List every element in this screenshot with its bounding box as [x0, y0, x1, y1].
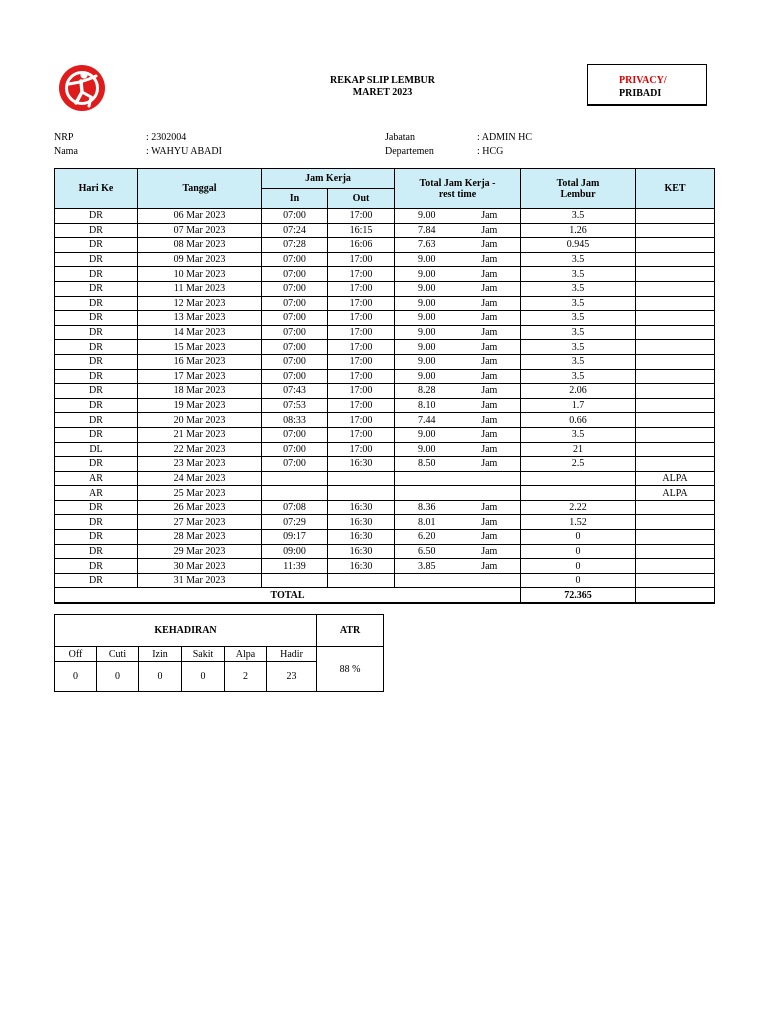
lembur-cell: 3.5 — [521, 369, 636, 384]
hari-ke-cell: AR — [55, 471, 138, 486]
table-row — [55, 530, 715, 545]
tanggal-cell: 31 Mar 2023 — [138, 573, 262, 588]
out-cell: 16:30 — [328, 559, 395, 574]
out-cell: 17:00 — [328, 311, 395, 326]
jabatan-value: : ADMIN HC — [477, 132, 533, 143]
total-jam-cell: 6.50 — [395, 544, 459, 559]
tanggal-cell: 20 Mar 2023 — [138, 413, 262, 428]
total-jam-cell: 7.63 — [395, 238, 459, 253]
ket-cell — [636, 325, 715, 340]
hari-ke-cell: DR — [55, 267, 138, 282]
nrp-label: NRP — [54, 132, 74, 143]
lembur-cell: 1.52 — [521, 515, 636, 530]
hari-ke-cell: DR — [55, 427, 138, 442]
kh-col-izin: Izin — [139, 647, 182, 662]
nama-value: : WAHYU ABADI — [146, 146, 222, 157]
privacy-box — [587, 64, 707, 106]
kh-val-sakit: 0 — [182, 662, 225, 692]
kh-val-off: 0 — [55, 662, 97, 692]
out-cell: 16:30 — [328, 500, 395, 515]
ket-cell — [636, 500, 715, 515]
table-row — [55, 427, 715, 442]
in-cell: 07:00 — [262, 311, 328, 326]
unit-cell: Jam — [459, 515, 521, 530]
table-row — [55, 325, 715, 340]
in-cell: 07:00 — [262, 267, 328, 282]
out-cell — [328, 471, 395, 486]
lembur-cell: 0 — [521, 544, 636, 559]
table-row — [55, 398, 715, 413]
tanggal-cell: 21 Mar 2023 — [138, 427, 262, 442]
title-line-1: REKAP SLIP LEMBUR — [329, 75, 436, 86]
in-cell: 07:28 — [262, 238, 328, 253]
unit-cell: Jam — [459, 223, 521, 238]
in-cell — [262, 573, 328, 588]
total-jam-cell: 8.36 — [395, 500, 459, 515]
out-cell: 17:00 — [328, 252, 395, 267]
table-row — [55, 369, 715, 384]
hari-ke-cell: DR — [55, 325, 138, 340]
ket-cell — [636, 296, 715, 311]
tanggal-cell: 06 Mar 2023 — [138, 209, 262, 224]
tanggal-cell: 25 Mar 2023 — [138, 486, 262, 501]
out-cell: 17:00 — [328, 325, 395, 340]
hari-ke-cell: DR — [55, 340, 138, 355]
kh-val-izin: 0 — [139, 662, 182, 692]
total-jam-cell: 7.84 — [395, 223, 459, 238]
total-jam-cell: 6.20 — [395, 530, 459, 545]
unit-cell: Jam — [459, 384, 521, 399]
out-cell: 17:00 — [328, 209, 395, 224]
in-cell: 07:00 — [262, 457, 328, 472]
company-logo — [58, 64, 106, 112]
lembur-cell: 0.945 — [521, 238, 636, 253]
table-row — [55, 573, 715, 588]
total-jam-cell: 9.00 — [395, 267, 459, 282]
total-jam-cell: 9.00 — [395, 442, 459, 457]
total-jam-cell — [395, 486, 459, 501]
in-cell: 09:17 — [262, 530, 328, 545]
header-out: Out — [328, 189, 395, 209]
in-cell: 08:33 — [262, 413, 328, 428]
lembur-cell: 3.5 — [521, 354, 636, 369]
hari-ke-cell: DL — [55, 442, 138, 457]
unit-cell: Jam — [459, 281, 521, 296]
total-jam-cell — [395, 471, 459, 486]
lembur-cell: 3.5 — [521, 340, 636, 355]
header-in: In — [262, 189, 328, 209]
lembur-cell: 0 — [521, 559, 636, 574]
table-row — [55, 340, 715, 355]
hari-ke-cell: DR — [55, 559, 138, 574]
unit-cell: Jam — [459, 354, 521, 369]
header-total-jam-kerja: Total Jam Kerja - rest time — [395, 169, 521, 209]
in-cell — [262, 471, 328, 486]
out-cell: 16:30 — [328, 457, 395, 472]
ket-cell — [636, 209, 715, 224]
header-jam-kerja: Jam Kerja — [262, 169, 395, 189]
nama-label: Nama — [54, 146, 78, 157]
hari-ke-cell: DR — [55, 413, 138, 428]
kh-col-off: Off — [55, 647, 97, 662]
in-cell: 07:29 — [262, 515, 328, 530]
total-jam-cell: 8.28 — [395, 384, 459, 399]
table-row — [55, 281, 715, 296]
nrp-value: : 2302004 — [146, 132, 187, 143]
ket-cell — [636, 559, 715, 574]
out-cell: 17:00 — [328, 267, 395, 282]
in-cell: 07:00 — [262, 325, 328, 340]
total-value: 72.365 — [521, 588, 636, 604]
table-row — [55, 311, 715, 326]
ket-cell — [636, 311, 715, 326]
unit-cell: Jam — [459, 238, 521, 253]
tanggal-cell: 09 Mar 2023 — [138, 252, 262, 267]
tanggal-cell: 23 Mar 2023 — [138, 457, 262, 472]
unit-cell: Jam — [459, 325, 521, 340]
total-jam-cell: 9.00 — [395, 427, 459, 442]
hari-ke-cell: DR — [55, 398, 138, 413]
lembur-cell: 21 — [521, 442, 636, 457]
out-cell: 16:15 — [328, 223, 395, 238]
in-cell: 07:00 — [262, 209, 328, 224]
hari-ke-cell: DR — [55, 223, 138, 238]
lembur-cell: 3.5 — [521, 296, 636, 311]
header-ket: KET — [636, 169, 715, 209]
out-cell: 17:00 — [328, 296, 395, 311]
table-row — [55, 413, 715, 428]
ket-cell — [636, 544, 715, 559]
in-cell: 07:00 — [262, 427, 328, 442]
kh-col-hadir: Hadir — [267, 647, 317, 662]
lembur-cell: 0 — [521, 530, 636, 545]
unit-cell: Jam — [459, 398, 521, 413]
unit-cell: Jam — [459, 544, 521, 559]
lembur-cell: 3.5 — [521, 267, 636, 282]
lembur-cell: 1.26 — [521, 223, 636, 238]
hari-ke-cell: DR — [55, 515, 138, 530]
ket-cell — [636, 427, 715, 442]
kh-col-sakit: Sakit — [182, 647, 225, 662]
document-title — [280, 75, 485, 99]
lembur-cell: 2.06 — [521, 384, 636, 399]
tanggal-cell: 30 Mar 2023 — [138, 559, 262, 574]
hari-ke-cell: DR — [55, 573, 138, 588]
ket-cell — [636, 457, 715, 472]
unit-cell: Jam — [459, 442, 521, 457]
in-cell: 07:43 — [262, 384, 328, 399]
unit-cell: Jam — [459, 252, 521, 267]
tanggal-cell: 28 Mar 2023 — [138, 530, 262, 545]
out-cell: 17:00 — [328, 442, 395, 457]
out-cell: 17:00 — [328, 281, 395, 296]
unit-cell: Jam — [459, 413, 521, 428]
unit-cell: Jam — [459, 457, 521, 472]
lembur-cell: 0 — [521, 573, 636, 588]
out-cell — [328, 486, 395, 501]
kh-col-alpa: Alpa — [225, 647, 267, 662]
table-row — [55, 267, 715, 282]
lembur-cell — [521, 471, 636, 486]
lembur-cell: 2.5 — [521, 457, 636, 472]
hari-ke-cell: DR — [55, 281, 138, 296]
in-cell: 07:00 — [262, 354, 328, 369]
out-cell: 17:00 — [328, 413, 395, 428]
lembur-cell: 1.7 — [521, 398, 636, 413]
hari-ke-cell: DR — [55, 311, 138, 326]
out-cell: 17:00 — [328, 354, 395, 369]
ket-cell — [636, 515, 715, 530]
unit-cell: Jam — [459, 530, 521, 545]
total-ket — [636, 588, 715, 604]
title-line-2: MARET 2023 — [352, 87, 413, 98]
total-jam-cell: 9.00 — [395, 369, 459, 384]
pribadi-label: PRIBADI — [619, 88, 662, 99]
lembur-cell — [521, 486, 636, 501]
unit-cell: Jam — [459, 427, 521, 442]
total-jam-cell: 9.00 — [395, 281, 459, 296]
out-cell: 16:30 — [328, 544, 395, 559]
table-row — [55, 500, 715, 515]
table-row — [55, 296, 715, 311]
out-cell — [328, 573, 395, 588]
kh-col-cuti: Cuti — [97, 647, 139, 662]
table-row — [55, 559, 715, 574]
tanggal-cell: 27 Mar 2023 — [138, 515, 262, 530]
tanggal-cell: 17 Mar 2023 — [138, 369, 262, 384]
tanggal-cell: 26 Mar 2023 — [138, 500, 262, 515]
ket-cell — [636, 573, 715, 588]
tanggal-cell: 24 Mar 2023 — [138, 471, 262, 486]
jabatan-label: Jabatan — [385, 132, 415, 143]
lembur-cell: 2.22 — [521, 500, 636, 515]
in-cell: 07:00 — [262, 252, 328, 267]
ket-cell — [636, 398, 715, 413]
hari-ke-cell: DR — [55, 369, 138, 384]
tanggal-cell: 22 Mar 2023 — [138, 442, 262, 457]
total-jam-cell: 9.00 — [395, 311, 459, 326]
lembur-cell: 3.5 — [521, 311, 636, 326]
ket-cell — [636, 340, 715, 355]
hari-ke-cell: DR — [55, 209, 138, 224]
total-jam-cell: 8.50 — [395, 457, 459, 472]
in-cell: 11:39 — [262, 559, 328, 574]
ket-cell — [636, 238, 715, 253]
overtime-table — [54, 168, 715, 604]
ket-cell — [636, 369, 715, 384]
lembur-cell: 3.5 — [521, 252, 636, 267]
unit-cell: Jam — [459, 267, 521, 282]
hari-ke-cell: DR — [55, 457, 138, 472]
lembur-cell: 3.5 — [521, 281, 636, 296]
hari-ke-cell: DR — [55, 500, 138, 515]
privacy-label: PRIVACY/ — [619, 75, 667, 86]
in-cell — [262, 486, 328, 501]
total-jam-cell: 7.44 — [395, 413, 459, 428]
unit-cell: Jam — [459, 369, 521, 384]
table-row — [55, 515, 715, 530]
table-row — [55, 252, 715, 267]
ket-cell — [636, 281, 715, 296]
table-row — [55, 486, 715, 501]
in-cell: 07:00 — [262, 296, 328, 311]
out-cell: 17:00 — [328, 427, 395, 442]
in-cell: 07:24 — [262, 223, 328, 238]
table-row — [55, 384, 715, 399]
tanggal-cell: 29 Mar 2023 — [138, 544, 262, 559]
tanggal-cell: 13 Mar 2023 — [138, 311, 262, 326]
tanggal-cell: 15 Mar 2023 — [138, 340, 262, 355]
in-cell: 07:00 — [262, 340, 328, 355]
total-jam-cell: 9.00 — [395, 252, 459, 267]
ket-cell — [636, 530, 715, 545]
total-jam-cell: 9.00 — [395, 354, 459, 369]
table-row — [55, 209, 715, 224]
in-cell: 09:00 — [262, 544, 328, 559]
unit-cell: Jam — [459, 296, 521, 311]
tanggal-cell: 19 Mar 2023 — [138, 398, 262, 413]
ket-cell — [636, 223, 715, 238]
tanggal-cell: 16 Mar 2023 — [138, 354, 262, 369]
unit-cell — [459, 486, 521, 501]
kh-val-alpa: 2 — [225, 662, 267, 692]
lembur-cell: 3.5 — [521, 427, 636, 442]
kh-val-hadir: 23 — [267, 662, 317, 692]
departemen-value: : HCG — [477, 146, 504, 157]
ket-cell — [636, 384, 715, 399]
tanggal-cell: 07 Mar 2023 — [138, 223, 262, 238]
ket-cell — [636, 442, 715, 457]
ket-cell — [636, 413, 715, 428]
total-jam-cell: 9.00 — [395, 325, 459, 340]
hari-ke-cell: DR — [55, 544, 138, 559]
in-cell: 07:53 — [262, 398, 328, 413]
lembur-cell: 0.66 — [521, 413, 636, 428]
total-jam-cell: 9.00 — [395, 340, 459, 355]
in-cell: 07:00 — [262, 442, 328, 457]
ket-cell: ALPA — [636, 471, 715, 486]
out-cell: 17:00 — [328, 398, 395, 413]
table-row — [55, 457, 715, 472]
in-cell: 07:00 — [262, 281, 328, 296]
hari-ke-cell: AR — [55, 486, 138, 501]
tanggal-cell: 14 Mar 2023 — [138, 325, 262, 340]
ket-cell — [636, 252, 715, 267]
table-row — [55, 544, 715, 559]
kh-val-cuti: 0 — [97, 662, 139, 692]
tanggal-cell: 18 Mar 2023 — [138, 384, 262, 399]
lembur-cell: 3.5 — [521, 325, 636, 340]
kehadiran-table — [54, 614, 384, 692]
hari-ke-cell: DR — [55, 384, 138, 399]
hari-ke-cell: DR — [55, 354, 138, 369]
atr-value: 88 % — [317, 647, 384, 692]
total-jam-cell: 8.10 — [395, 398, 459, 413]
out-cell: 17:00 — [328, 369, 395, 384]
hari-ke-cell: DR — [55, 252, 138, 267]
unit-cell: Jam — [459, 340, 521, 355]
tanggal-cell: 08 Mar 2023 — [138, 238, 262, 253]
atr-label: ATR — [317, 615, 384, 647]
total-label: TOTAL — [55, 588, 521, 604]
table-row — [55, 354, 715, 369]
tanggal-cell: 11 Mar 2023 — [138, 281, 262, 296]
table-body — [55, 209, 715, 588]
kehadiran-title: KEHADIRAN — [55, 615, 317, 647]
table-row — [55, 442, 715, 457]
unit-cell — [459, 573, 521, 588]
lembur-cell: 3.5 — [521, 209, 636, 224]
unit-cell: Jam — [459, 559, 521, 574]
tanggal-cell: 10 Mar 2023 — [138, 267, 262, 282]
ket-cell: ALPA — [636, 486, 715, 501]
table-row — [55, 238, 715, 253]
table-row — [55, 471, 715, 486]
unit-cell: Jam — [459, 209, 521, 224]
in-cell: 07:08 — [262, 500, 328, 515]
ket-cell — [636, 354, 715, 369]
in-cell: 07:00 — [262, 369, 328, 384]
out-cell: 17:00 — [328, 384, 395, 399]
header-total-jam-lembur: Total Jam Lembur — [521, 169, 636, 209]
out-cell: 16:30 — [328, 515, 395, 530]
total-jam-cell: 9.00 — [395, 209, 459, 224]
hari-ke-cell: DR — [55, 238, 138, 253]
ket-cell — [636, 267, 715, 282]
unit-cell: Jam — [459, 311, 521, 326]
hari-ke-cell: DR — [55, 296, 138, 311]
header-hari-ke: Hari Ke — [55, 169, 138, 209]
total-jam-cell: 8.01 — [395, 515, 459, 530]
total-jam-cell — [395, 573, 459, 588]
total-jam-cell: 3.85 — [395, 559, 459, 574]
header-tanggal: Tanggal — [138, 169, 262, 209]
unit-cell: Jam — [459, 500, 521, 515]
tanggal-cell: 12 Mar 2023 — [138, 296, 262, 311]
table-row — [55, 223, 715, 238]
out-cell: 16:30 — [328, 530, 395, 545]
total-jam-cell: 9.00 — [395, 296, 459, 311]
out-cell: 16:06 — [328, 238, 395, 253]
unit-cell — [459, 471, 521, 486]
departemen-label: Departemen — [385, 146, 434, 157]
hari-ke-cell: DR — [55, 530, 138, 545]
out-cell: 17:00 — [328, 340, 395, 355]
